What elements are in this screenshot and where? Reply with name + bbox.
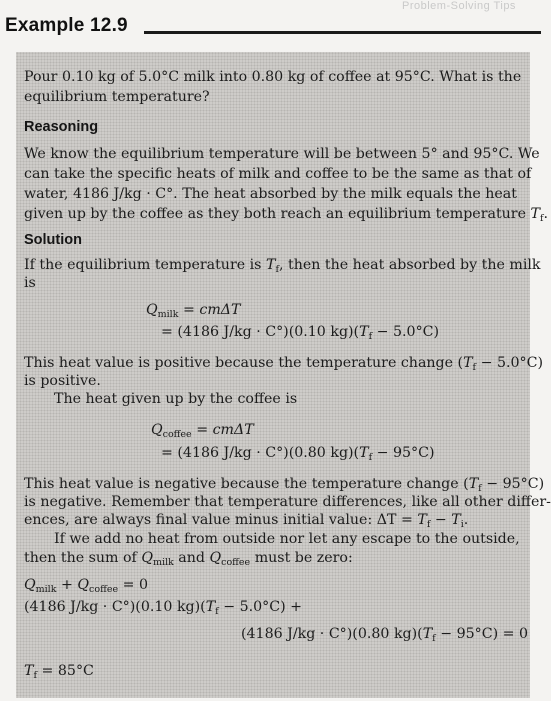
equation-q-coffee-expanded: = (4186 J/kg · C°)(0.80 $kg)(T_f - 95^\circ C)$: [161, 445, 435, 463]
equation-sum-expanded-1: (4186 J/kg · C°)(0.10 $kg)(T_f - 5.0^\circ C)$ +: [24, 599, 303, 617]
solution-intro-line-2: is: [24, 275, 36, 291]
negative-explanation-line-3: ences, are always final value minus initial value: $\Delta T = T_f - T_i$.: [24, 512, 469, 530]
problem-line-1: Pour 0.10 kg of 5.0°C milk into 0.80 kg of coffee at 95°C. What is the: [24, 69, 522, 85]
positive-explanation-line-1: This heat value is positive because the temperature change $(T_f - 5.0^\circ C)$: [24, 355, 544, 373]
solution-heading: Solution: [24, 232, 82, 248]
result-equation: $T_f = 85^\circ C$: [24, 663, 94, 681]
equation-sum-expanded-2: (4186 J/kg · C°)(0.80 $kg)(T_f - 95^\circ C) = 0$: [241, 626, 529, 644]
reasoning-line-1: We know the equilibrium temperature will be between 5° and 95°C. We: [24, 146, 540, 162]
example-header: [0, 0, 547, 40]
sum-zero-line: then the sum of $Q_{milk}$ and $Q_{coffee}$ must be zero:: [24, 550, 353, 568]
equation-sum: $Q_{milk} + Q_{coffee} = 0$: [24, 577, 149, 595]
given-up-line: The heat given up by the coffee is: [54, 391, 298, 407]
reasoning-line-4: given up by the coffee as they both reach an equilibrium temperature $T_f$.: [24, 206, 548, 224]
equation-q-milk-expanded: = (4186 J/kg · C°)(0.10 $kg)(T_f - 5.0^\circ C)$: [161, 324, 440, 342]
bleed-through-text: Problem-Solving Tips: [402, 0, 516, 12]
example-title: Example 12.9: [5, 15, 128, 36]
no-heat-line: If we add no heat from outside nor let any escape to the outside,: [54, 531, 520, 547]
negative-explanation-line-2: is negative. Remember that temperature differences, like all other differ-: [24, 494, 551, 510]
equation-q-coffee: $Q_{coffee} = cm\Delta T$: [151, 422, 254, 440]
reasoning-heading: Reasoning: [24, 119, 99, 135]
positive-explanation-line-2: is positive.: [24, 373, 101, 389]
negative-explanation-line-1: This heat value is negative because the temperature change $(T_f - 95^\circ C)$: [24, 476, 545, 494]
solution-intro-line-1: If the equilibrium temperature is $T_f$, then the heat absorbed by the milk: [24, 257, 541, 275]
example-panel: [16, 52, 551, 698]
problem-line-2: equilibrium temperature?: [24, 89, 210, 105]
reasoning-line-2: can take the specific heats of milk and coffee to be the same as that of: [24, 166, 532, 182]
reasoning-line-3: water, 4186 J/kg · C°. The heat absorbed by the milk equals the heat: [24, 186, 517, 202]
header-rule: [144, 31, 541, 34]
equation-q-milk: $Q_{milk} = cm\Delta T$: [146, 302, 241, 320]
